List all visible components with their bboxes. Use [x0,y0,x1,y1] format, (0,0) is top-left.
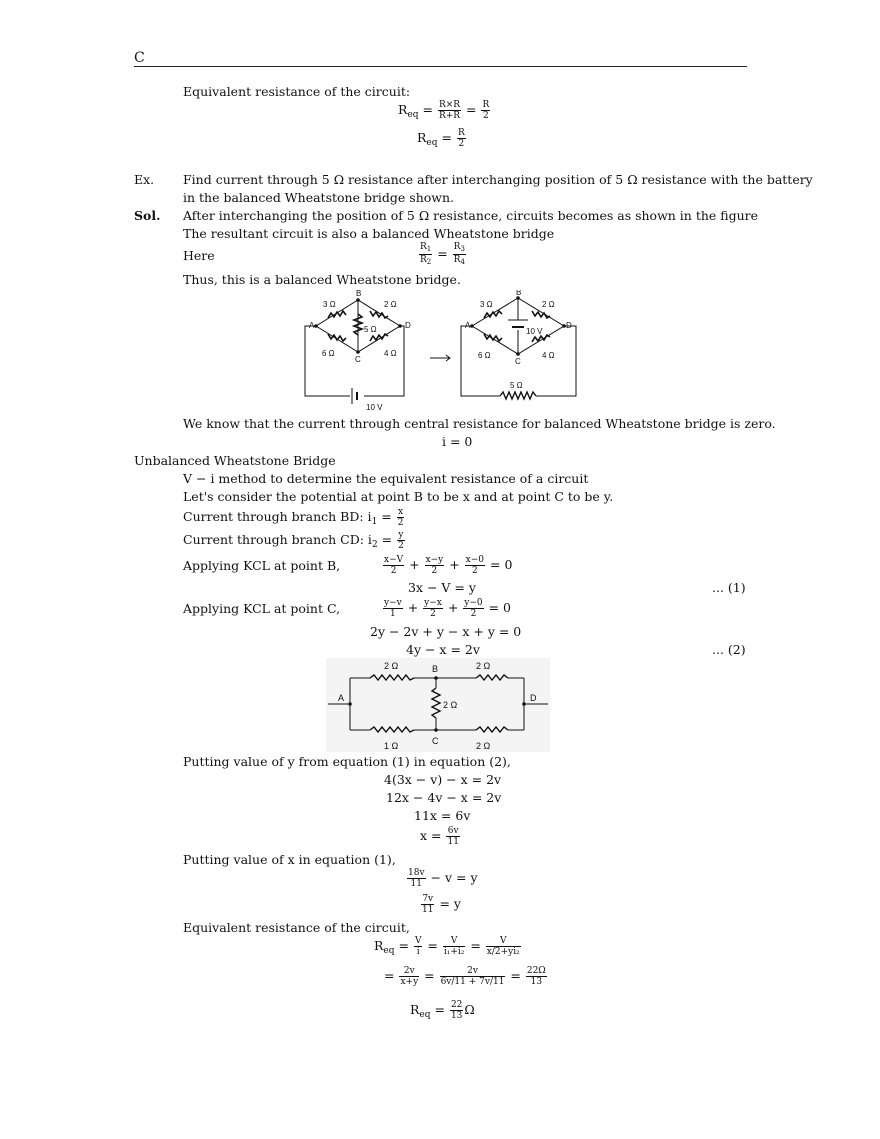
denominator: 11 [447,837,459,847]
numerator: y [398,530,404,540]
fraction [463,598,483,619]
fraction [414,936,423,957]
denominator: 11 [410,879,422,889]
label-r-bc: 5 Ω [364,325,377,334]
label-r-ac-2: 6 Ω [478,351,491,360]
node-d: D [530,693,537,703]
numerator: V [414,936,422,946]
numerator: 7v [422,894,434,904]
eqres-label: Equivalent resistance of the circuit, [183,920,410,935]
denominator: 13 [450,1011,463,1021]
denominator: 2 [482,111,489,121]
fraction [450,1000,463,1021]
eq-b2: 3x − V = y [408,580,476,595]
fraction [465,555,485,576]
fraction [383,598,403,619]
rhs: − v = y [430,870,478,885]
fraction [397,530,405,551]
node-c-2: C [515,357,521,366]
label-r-bd: 2 Ω [476,661,491,671]
req-symbol: R [374,938,384,953]
denominator: x/2+yi₂ [486,947,520,957]
denominator: 13 [530,977,543,987]
fraction [397,507,405,528]
node-d-2: D [566,321,572,330]
lhs: x = [420,828,442,843]
req-line-2: = $\frac{2v}{x+y}$ = $\frac{2v}{6v/11 + 7v/11}$ = $\frac{22\Omega}{13}$ [384,966,546,987]
label-r-ab: 2 Ω [384,661,399,671]
label-battery: 10 V [366,403,383,412]
fraction [399,966,419,987]
numerator: y−0 [464,598,483,608]
intro-eq2: $R_{eq}$ = $\frac{R}{2}$ [417,128,465,149]
node-c: C [432,736,439,746]
ub-line-4: Current through branch CD: $i_2$ = $\frac{y}{2}$ [183,530,404,551]
solve-s2: 12x − 4v − x = 2v [386,790,502,805]
fraction [526,966,547,987]
denominator: i₁+i₂ [443,947,465,957]
denominator: 2 [397,518,404,528]
eq-c3: 4y − x = 2v [406,642,480,657]
fraction [419,242,432,267]
fraction [481,100,490,121]
solve-s5 [406,868,478,889]
figure-bridges [300,290,580,412]
node-d: D [405,321,411,330]
denominator: 6v/11 + 7v/11 [440,977,505,987]
node-c: C [355,355,361,364]
label-r-ac: 6 Ω [322,349,335,358]
label-battery-2: 10 V [526,327,543,336]
header-rule [134,66,747,67]
numerator: R [457,128,465,138]
numerator: V [443,936,466,947]
sol-text-2: The resultant circuit is also a balanced Wheatstone bridge [183,226,555,241]
ub-line-4-sub: 2 [371,540,378,550]
r4: R [453,255,461,265]
tag-1: ... (1) [712,580,746,595]
solve-s1: 4(3x − v) − x = 2v [384,772,502,787]
numerator: R×R [438,100,461,110]
label-r-bd-2: 2 Ω [542,300,555,309]
denominator: R+R [438,111,461,121]
solve-s6 [420,894,461,915]
node-a: A [309,321,315,330]
label-r-ac: 1 Ω [384,741,399,751]
here-label: Here [183,248,215,263]
req-symbol: R [410,1002,420,1017]
fraction [453,242,466,267]
req-symbol: R [398,102,408,117]
fraction [421,894,434,915]
node-a-2: A [465,321,471,330]
label-r-ab: 3 Ω [323,300,336,309]
kcl-b-label: Applying KCL at point B, [183,558,341,573]
fraction [457,128,466,149]
denominator: 11 [422,905,434,915]
req-sub: eq [383,946,395,956]
denominator: 2 [470,609,477,619]
thus-text: Thus, this is a balanced Wheatstone bridge. [183,272,461,287]
ohm-unit: Ω [464,1002,475,1017]
denominator: 1 [389,609,396,619]
numerator: R [482,100,490,110]
numerator: 22 [450,1000,463,1010]
numerator: 22Ω [526,966,546,976]
r3: R [453,242,461,252]
numerator: 2v [440,966,506,977]
solve-s3: 11x = 6v [414,808,471,823]
r2: R [420,255,427,265]
header-letter: C [134,50,145,66]
req-sub: eq [419,1010,431,1020]
denominator: 2 [458,139,465,149]
rhs: = 0 [488,600,512,615]
r4-sub: 4 [460,258,465,266]
denominator: i [416,947,420,957]
numerator: 18v [408,868,425,878]
kcl-c-eq: $\frac{y-v}{1}$ + $\frac{y-x}{2}$ + $\frac{y-0}{2}$ = 0 [384,598,512,619]
r1: R [420,242,427,252]
figure-unbalanced [326,658,550,752]
fraction [383,555,404,576]
fraction [423,598,443,619]
label-r-ab-2: 3 Ω [480,300,493,309]
put-y: Putting value of y from equation (1) in equation (2), [183,754,511,769]
unbalanced-heading: Unbalanced Wheatstone Bridge [134,453,336,468]
fraction [407,868,426,889]
kcl-b-eq: $\frac{x-V}{2}$ + $\frac{x-y}{2}$ + $\frac{x-0}{2}$ = 0 [384,555,513,576]
denominator: 2 [471,566,478,576]
ub-line-2: Let's consider the potential at point B to be x and at point C to be y. [183,489,614,504]
kcl-c-label: Applying KCL at point C, [183,601,341,616]
ub-line-1: V − i method to determine the equivalent resistance of a circuit [183,471,589,486]
numerator: x−y [425,555,444,565]
node-b-2: B [516,290,522,297]
ex-text-1: Find current through 5 Ω resistance after interchanging position of 5 Ω resistance with the battery [183,172,813,187]
ub-line-3-sub: 1 [371,517,378,527]
rhs: = y [439,896,461,911]
know-text: We know that the current through central resistance for balanced Wheatstone bridge is zero. [183,416,776,431]
label-r-bottom-2: 5 Ω [510,381,523,390]
fraction [440,966,506,987]
denominator: 2 [430,609,436,619]
fraction [443,936,466,957]
ub-line-4-text: Current through branch CD: i [183,532,372,547]
ub-line-3: Current through branch BD: $i_1$ = $\frac{x}{2}$ [183,507,404,528]
ex-label: Ex. [134,172,155,187]
denominator: x+y [400,977,419,987]
denominator: 2 [390,566,397,576]
fraction [425,555,445,576]
numerator: x−V [384,555,404,565]
ub-line-3-text: Current through branch BD: i [183,509,372,524]
label-r-cd: 2 Ω [476,741,491,751]
node-a: A [338,693,345,703]
req-sub: eq [426,138,438,148]
label-r-bd: 2 Ω [384,300,397,309]
figure-bridges-svg [300,290,580,412]
r1-sub: 1 [426,245,432,253]
numerator: 6v [447,826,459,836]
r2-sub: 2 [426,258,432,266]
ex-text-2: in the balanced Wheatstone bridge shown. [183,190,455,205]
solve-s4 [420,826,461,847]
denominator: 2 [431,566,438,576]
req-final: $R_{eq}$ = $\frac{22}{13}$ Ω [410,1000,475,1021]
sol-text-1: After interchanging the position of 5 Ω resistance, circuits becomes as shown in the figure [183,208,759,223]
fraction [438,100,461,121]
node-b: B [432,664,439,674]
node-b: B [356,290,362,298]
req-line-1: $R_{eq}$ = $\frac{V}{i}$ = $\frac{V}{\text{i₁+i₂}}$ = $\frac{V}{\text{x/2+yi₂}}$ [374,936,520,957]
numerator: x−0 [465,555,485,565]
figure-unbalanced-svg [326,658,550,752]
sol-label: Sol. [134,208,161,223]
fraction [446,826,459,847]
label-r-bc: 2 Ω [443,700,458,710]
denominator: 2 [398,541,404,551]
rhs: = 0 [490,557,513,572]
tag-2: ... (2) [712,642,746,657]
numerator: x [398,507,404,517]
req-symbol: R [417,130,427,145]
numerator: y−v [384,598,402,608]
eq-c2: 2y − 2v + y − x + y = 0 [370,624,522,639]
fraction [486,936,521,957]
label-r-cd-2: 4 Ω [542,351,555,360]
intro-label: Equivalent resistance of the circuit: [183,84,411,99]
ratio-eq: $\frac{R_1}{R_2}$ = $\frac{R_3}{R_4}$ [420,242,465,266]
req-sub: eq [407,110,419,120]
i-zero: i = 0 [442,434,473,449]
r3-sub: 3 [460,245,465,253]
intro-eq1: $R_{eq}$ = $\frac{R\times R}{R+R}$ = $\frac{R}{2}$ [398,100,490,121]
numerator: y−x [424,598,442,608]
numerator: V [486,936,521,947]
put-x: Putting value of x in equation (1), [183,852,396,867]
numerator: 2v [399,966,419,977]
label-r-cd: 4 Ω [384,349,397,358]
